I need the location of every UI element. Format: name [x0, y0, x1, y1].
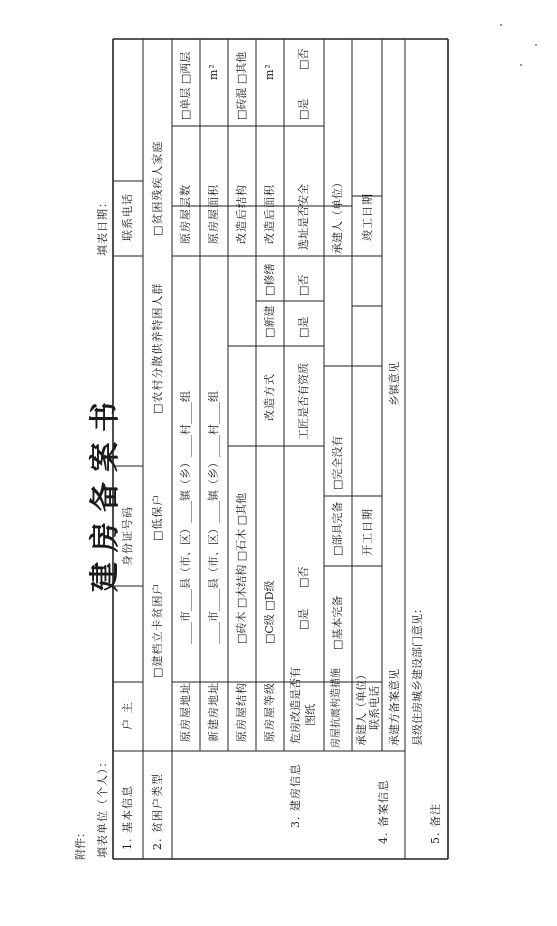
id-number-label: 身份证号码 [121, 506, 134, 566]
orig-address-field[interactable]: ____市____县（市、区）____镇（乡）____村____组 [179, 391, 192, 644]
attachment-label: 附件： [74, 827, 87, 860]
orig-structure-label: 原房屋结构 [235, 682, 248, 742]
orig-area-label: 原房屋面积 [207, 184, 220, 244]
remarks-section-label: 5. 备注 [429, 803, 442, 844]
orig-address-label: 原房屋地址 [179, 682, 192, 742]
site-safe-yes-option[interactable]: □是 [297, 98, 310, 120]
poor-option-disabled-family[interactable]: □贫困残疾人家庭 [151, 140, 164, 236]
craftsman-no-option[interactable]: □否 [297, 274, 310, 296]
county-opinion-label: 县级住房城乡建设部门意见： [411, 603, 424, 746]
site-safe-no-option[interactable]: □否 [297, 48, 310, 70]
drawings-no-option[interactable]: □否 [297, 566, 310, 588]
builder-opinion-label: 承建方备案意见 [388, 669, 401, 746]
after-structure-options[interactable]: □砖混 □其他 [235, 51, 248, 120]
orig-grade-label: 原房屋等级 [263, 682, 276, 742]
build-info-section-label: 3. 建房信息 [289, 763, 302, 828]
scan-speck [520, 64, 522, 66]
after-area-label: 改造后面积 [263, 184, 276, 244]
drawings-yes-option[interactable]: □是 [297, 608, 310, 630]
method-repair-option[interactable]: □修缮 [263, 263, 276, 296]
drawings-label-line1: 危房改造是否有 [289, 667, 302, 744]
poor-option-minimum-living[interactable]: □低保户 [151, 493, 164, 541]
after-area-unit: m² [263, 63, 276, 80]
new-address-field[interactable]: ____市____县（市、区）____镇（乡）____村____组 [207, 391, 220, 644]
basic-info-section-label: 1. 基本信息 [121, 785, 134, 850]
craftsman-yes-option[interactable]: □是 [297, 316, 310, 338]
poor-option-scattered-support[interactable]: □农村分散供养特困人群 [151, 282, 164, 414]
orig-grade-options[interactable]: □C级 □D级 [263, 580, 276, 644]
orig-structure-options[interactable]: □砖木 □木结构 □石木 □其他 [235, 492, 248, 644]
filling-date-label: 填表日期： [96, 196, 109, 256]
craftsman-qualified-label: 工匠是否有资质 [297, 363, 310, 440]
seismic-partial-option[interactable]: □部具完备 [331, 501, 344, 556]
builder-contact-label-line2: 联系电话 [368, 686, 381, 730]
seismic-basic-option[interactable]: □基本完备 [331, 595, 344, 650]
drawings-label-line2: 图纸 [304, 704, 317, 726]
orig-area-unit: m² [207, 63, 220, 80]
scan-speck [535, 44, 537, 46]
start-date-label: 开工日期 [361, 508, 374, 556]
scan-speck [500, 24, 502, 26]
filling-unit-label: 填表单位（个人）： [96, 755, 109, 858]
method-label: 改造方式 [263, 373, 276, 421]
site-safe-label: 选址是否安全 [297, 184, 310, 250]
phone-label: 联系电话 [121, 193, 134, 241]
finish-date-label: 竣工日期 [361, 193, 374, 241]
new-address-label: 新建房地址 [207, 682, 220, 742]
poor-type-section-label: 2. 贫困户类型 [151, 773, 164, 850]
after-structure-label: 改造后结构 [235, 184, 248, 244]
filing-info-section-label: 4. 备案信息 [377, 779, 390, 844]
form-title: 建房备案书 [88, 392, 123, 592]
builder-contact-label-line1: 承建人（单位） [355, 669, 368, 746]
seismic-none-option[interactable]: □完全没有 [331, 435, 344, 490]
household-head-label: 户 主 [121, 701, 134, 730]
orig-floors-options[interactable]: □单层 □两层 [179, 51, 192, 120]
builder-unit-label: 承建人（单位） [331, 177, 344, 254]
poor-option-registered[interactable]: □建档立卡贫困户 [151, 582, 164, 678]
orig-floors-label: 原房屋层数 [179, 184, 192, 244]
township-opinion-label: 乡镇意见 [388, 362, 401, 406]
seismic-label: 房屋抗震构造措施 [331, 668, 342, 748]
method-new-option[interactable]: □新建 [263, 305, 276, 338]
